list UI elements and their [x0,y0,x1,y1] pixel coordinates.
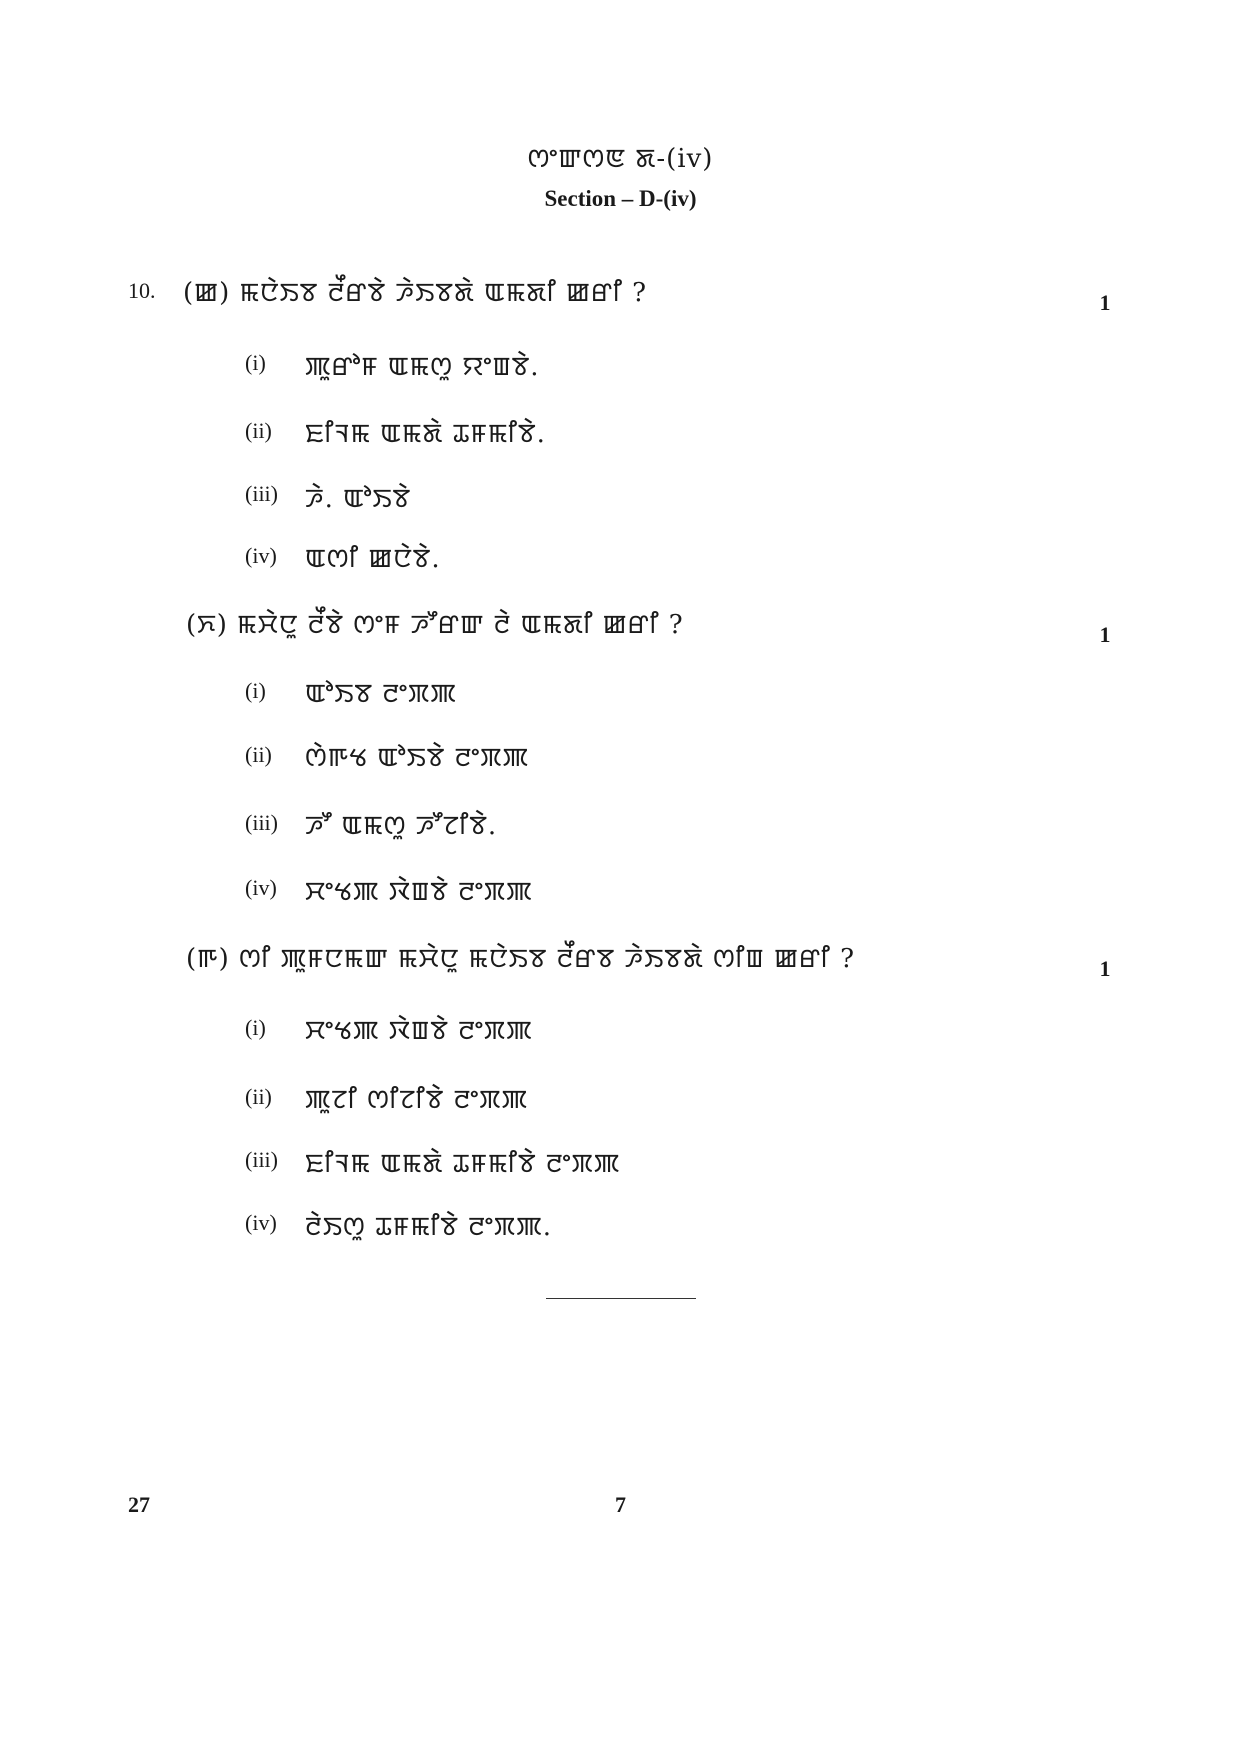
option-number: (ii) [245,742,272,767]
option-number: (iii) [245,1147,278,1172]
marks-part-b: 1 [1099,622,1111,647]
option-text: ꯁꯥꯒꯠ ꯑꯣꯏꯕꯥ ꯂꯦꯞꯄ [305,743,530,773]
option-text: ꯄꯨꯖꯤ ꯁꯤꯖꯤꯕꯥ ꯂꯦꯞꯄ [305,1085,529,1115]
option-text: ꯑꯣꯏꯕ ꯂꯦꯞꯄ [305,679,457,709]
option-number: (i) [245,350,266,375]
question-part-a: (ꯀ) ꯃꯅꯥꯏꯕ ꯂꯩꯔꯕꯥ ꯍꯥꯏꯕꯗꯥ ꯑꯃꯗꯤ ꯀꯔꯤ ? [183,278,648,308]
option-number: (i) [245,1015,266,1040]
option-text: ꯍꯧ ꯑꯃꯁꯨ ꯍꯧꯖꯤꯕꯥ. [305,811,498,841]
option-number: (i) [245,678,266,703]
option-number: (ii) [245,1084,272,1109]
option-text: ꯆꯦꯠꯄ ꯋꯥꯡꯕꯥ ꯂꯦꯞꯄ [305,877,533,907]
end-divider [546,1298,696,1299]
option-number: (iii) [245,481,278,506]
option-text: ꯐꯤꯜꯃ ꯑꯃꯗꯥ ꯊꯝꯃꯤꯕꯥ. [305,419,546,449]
marks-part-a: 1 [1099,290,1111,315]
option-number: (iv) [245,875,277,900]
question-part-c: (ꯒ) ꯁꯤ ꯄꯨꯝꯅꯃꯛ ꯃꯆꯥꯅꯨ ꯃꯅꯥꯏꯕ ꯂꯩꯔꯕ ꯍꯥꯏꯕꯗꯥ ꯁꯤꯡ ꯀꯔꯤ ? [186,944,856,974]
option-text: ꯄꯨꯔꯣꯝ ꯑꯃꯁꯨ ꯌꯦꯡꯕꯥ. [305,352,540,382]
option-text: ꯐꯤꯜꯃ ꯑꯃꯗꯥ ꯊꯝꯃꯤꯕꯥ ꯂꯦꯞꯄ [305,1149,621,1179]
section-title-script: ꯁꯦꯛꯁꯟ ꯗ-(iv) [527,144,714,174]
option-text: ꯆꯦꯠꯄ ꯋꯥꯡꯕꯥ ꯂꯦꯞꯄ [305,1016,533,1046]
page-number: 7 [615,1492,626,1517]
option-text: ꯑꯁꯤ ꯀꯅꯥꯕꯥ. [305,544,441,574]
marks-part-c: 1 [1099,956,1111,981]
option-text: ꯂꯥꯏꯁꯨ ꯊꯝꯃꯤꯕꯥ ꯂꯦꯞꯄ. [305,1212,553,1242]
question-part-b: (ꯈ) ꯃꯆꯥꯅꯨ ꯂꯩꯕꯥ ꯁꯦꯝ ꯍꯧꯔꯛ ꯂꯥ ꯑꯃꯗꯤ ꯀꯔꯤ ? [186,610,684,640]
option-text: ꯍꯥ. ꯑꯣꯏꯕꯥ [305,484,412,514]
question-number: 10. [128,278,156,303]
option-number: (ii) [245,418,272,443]
option-number: (iv) [245,543,277,568]
option-number: (iv) [245,1210,277,1235]
option-number: (iii) [245,810,278,835]
section-title-english: Section – D-(iv) [544,186,697,211]
paper-code: 27 [128,1492,150,1517]
